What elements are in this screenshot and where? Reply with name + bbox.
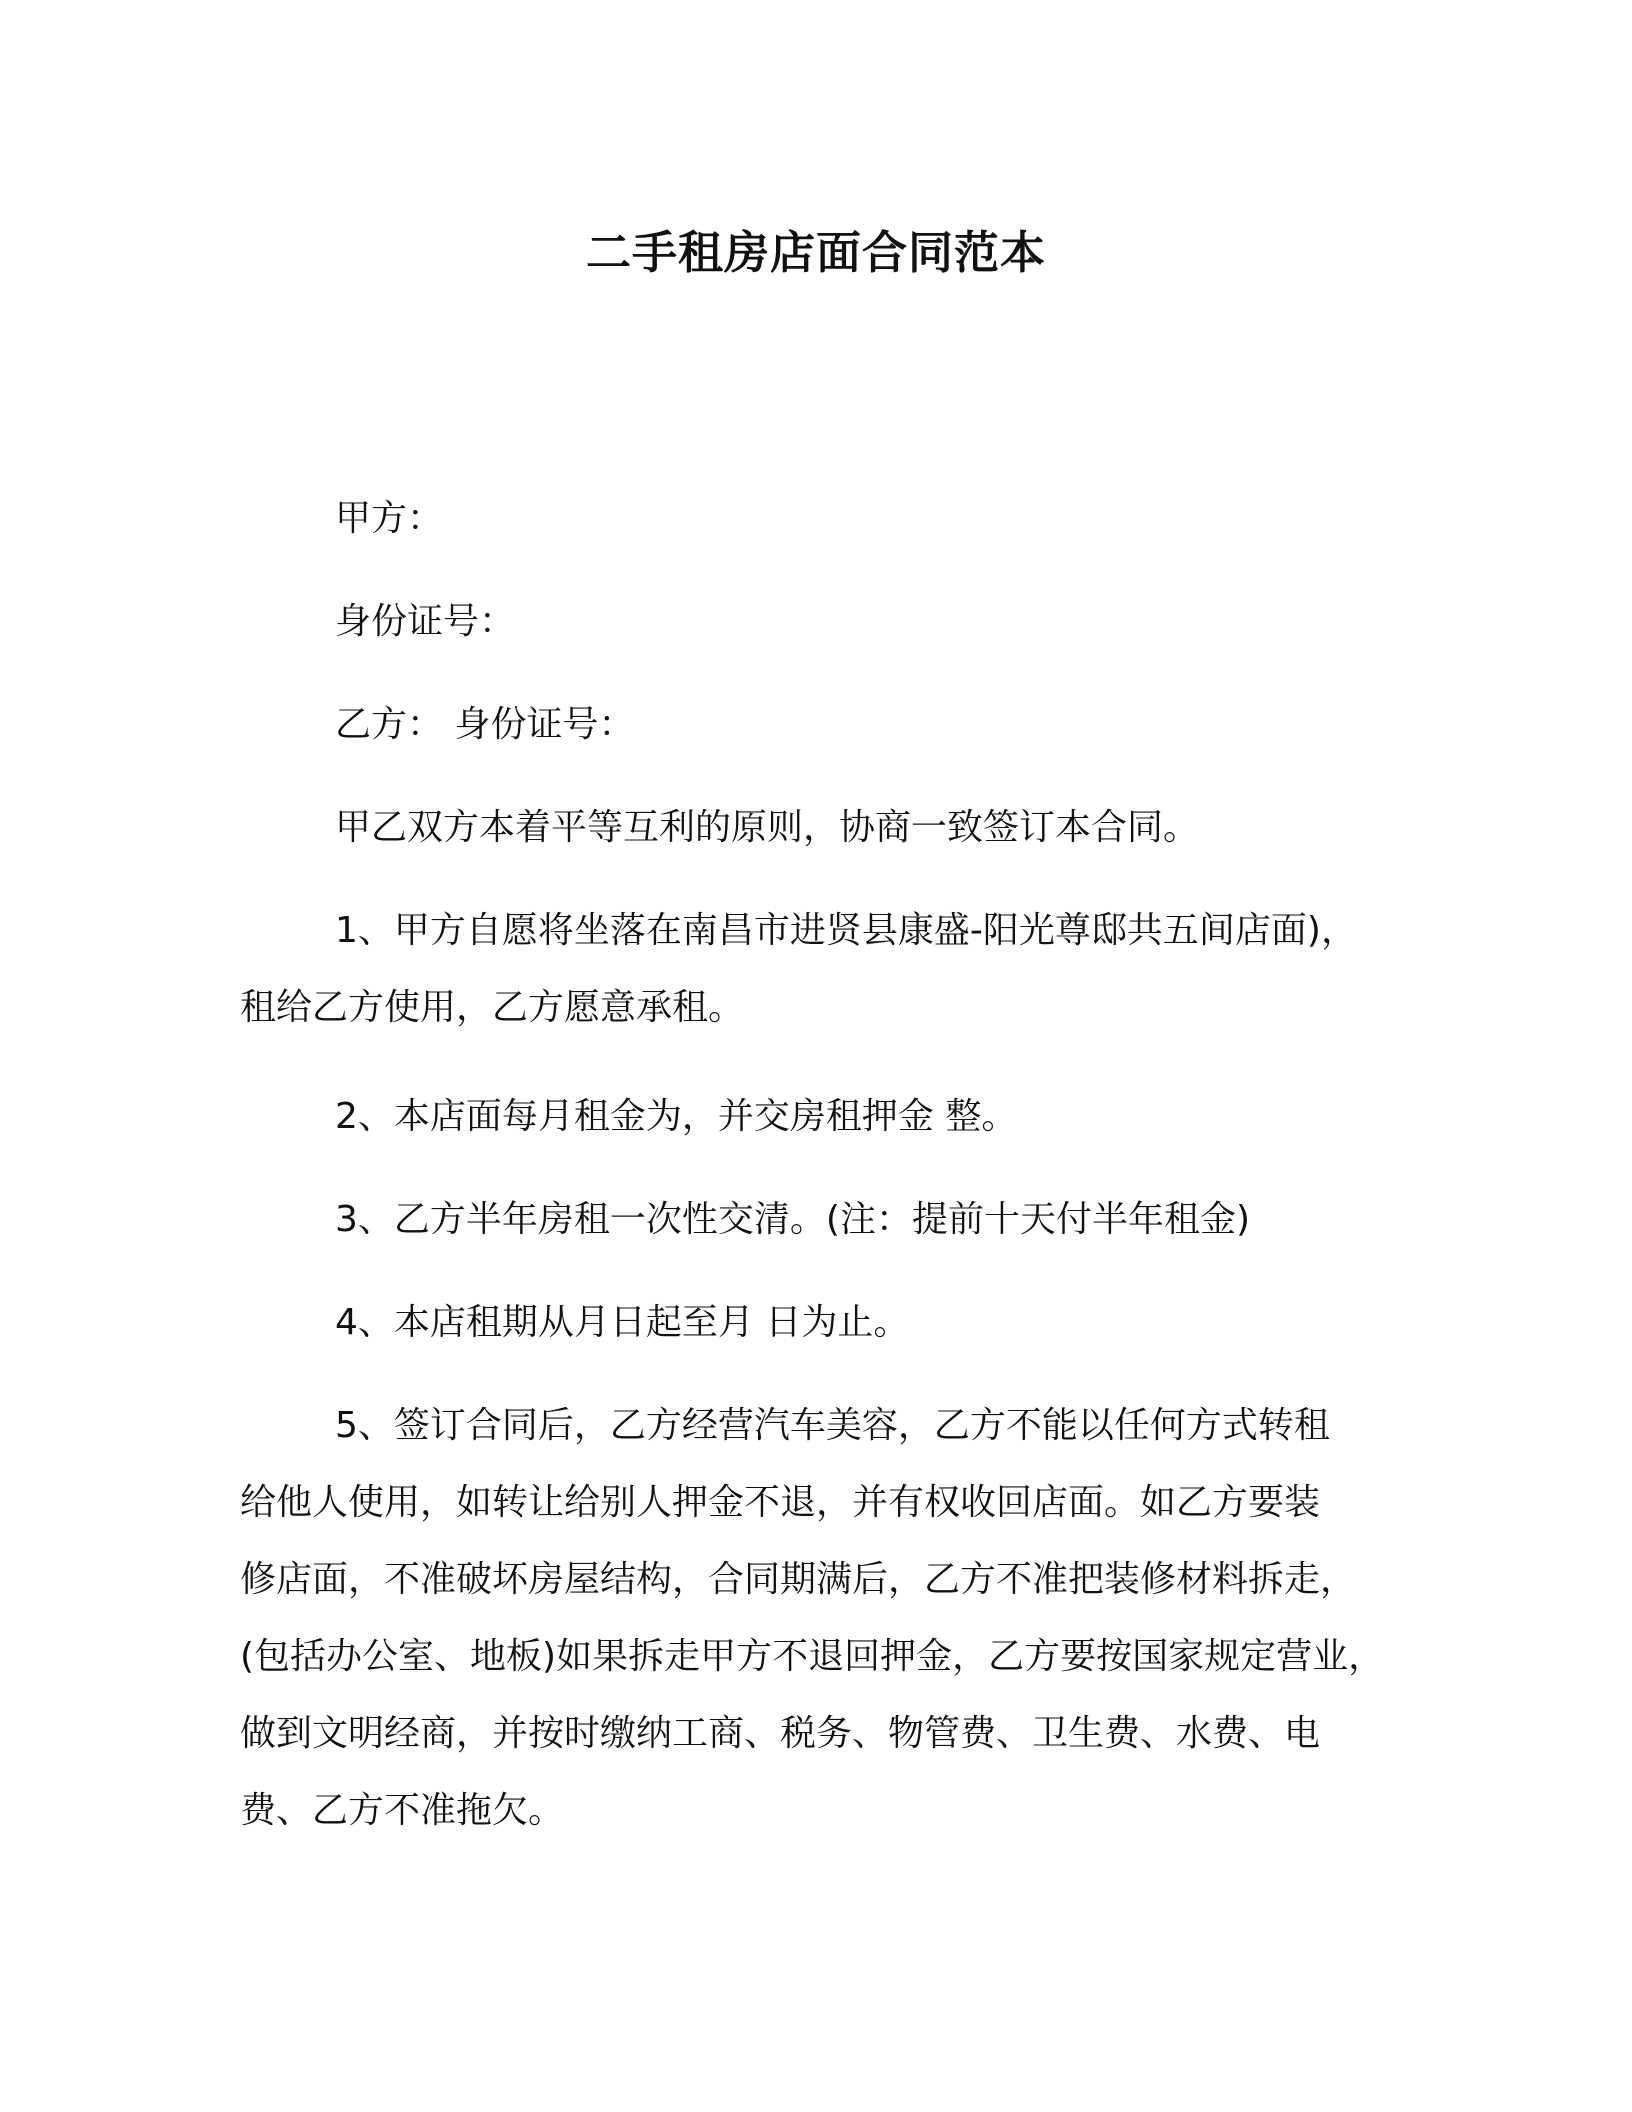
clause-1-line: 租给乙方使用，乙方愿意承租。 xyxy=(240,987,745,1028)
clause-5-line: 费、乙方不准拖欠。 xyxy=(240,1790,565,1831)
clause-1-line: 1、甲方自愿将坐落在南昌市进贤县康盛-阳光尊邸共五间店面)， xyxy=(335,910,1357,951)
intro-paragraph: 甲乙双方本着平等互利的原则，协商一致签订本合同。 xyxy=(335,807,1200,848)
clause-5-line: 5、签订合同后，乙方经营汽车美容，乙方不能以任何方式转租 xyxy=(335,1405,1330,1446)
clause-5 xyxy=(240,1387,1410,1849)
clause-5-line: 做到文明经商，并按时缴纳工商、税务、物管费、卫生费、水费、电 xyxy=(240,1713,1321,1754)
clause-4: 4、本店租期从月日起至月 日为止。 xyxy=(335,1302,910,1343)
clause-5-line: (包括办公室、地板)如果拆走甲方不退回押金，乙方要按国家规定营业， xyxy=(240,1636,1385,1677)
party-b-line: 乙方： 身份证号： xyxy=(335,704,635,745)
clause-2: 2、本店面每月租金为，并交房租押金 整。 xyxy=(335,1096,1018,1137)
party-a-line: 甲方： xyxy=(335,498,444,539)
clause-1 xyxy=(240,892,1410,1046)
clause-5-line: 给他人使用，如转让给别人押金不退，并有权收回店面。如乙方要装 xyxy=(240,1482,1321,1523)
id-number-line: 身份证号： xyxy=(335,601,516,642)
clause-5-line: 修店面，不准破坏房屋结构，合同期满后，乙方不准把装修材料拆走， xyxy=(240,1559,1357,1600)
clause-3: 3、乙方半年房租一次性交清。(注：提前十天付半年租金) xyxy=(335,1199,1250,1240)
document-title: 二手租房店面合同范本 xyxy=(585,226,1046,279)
